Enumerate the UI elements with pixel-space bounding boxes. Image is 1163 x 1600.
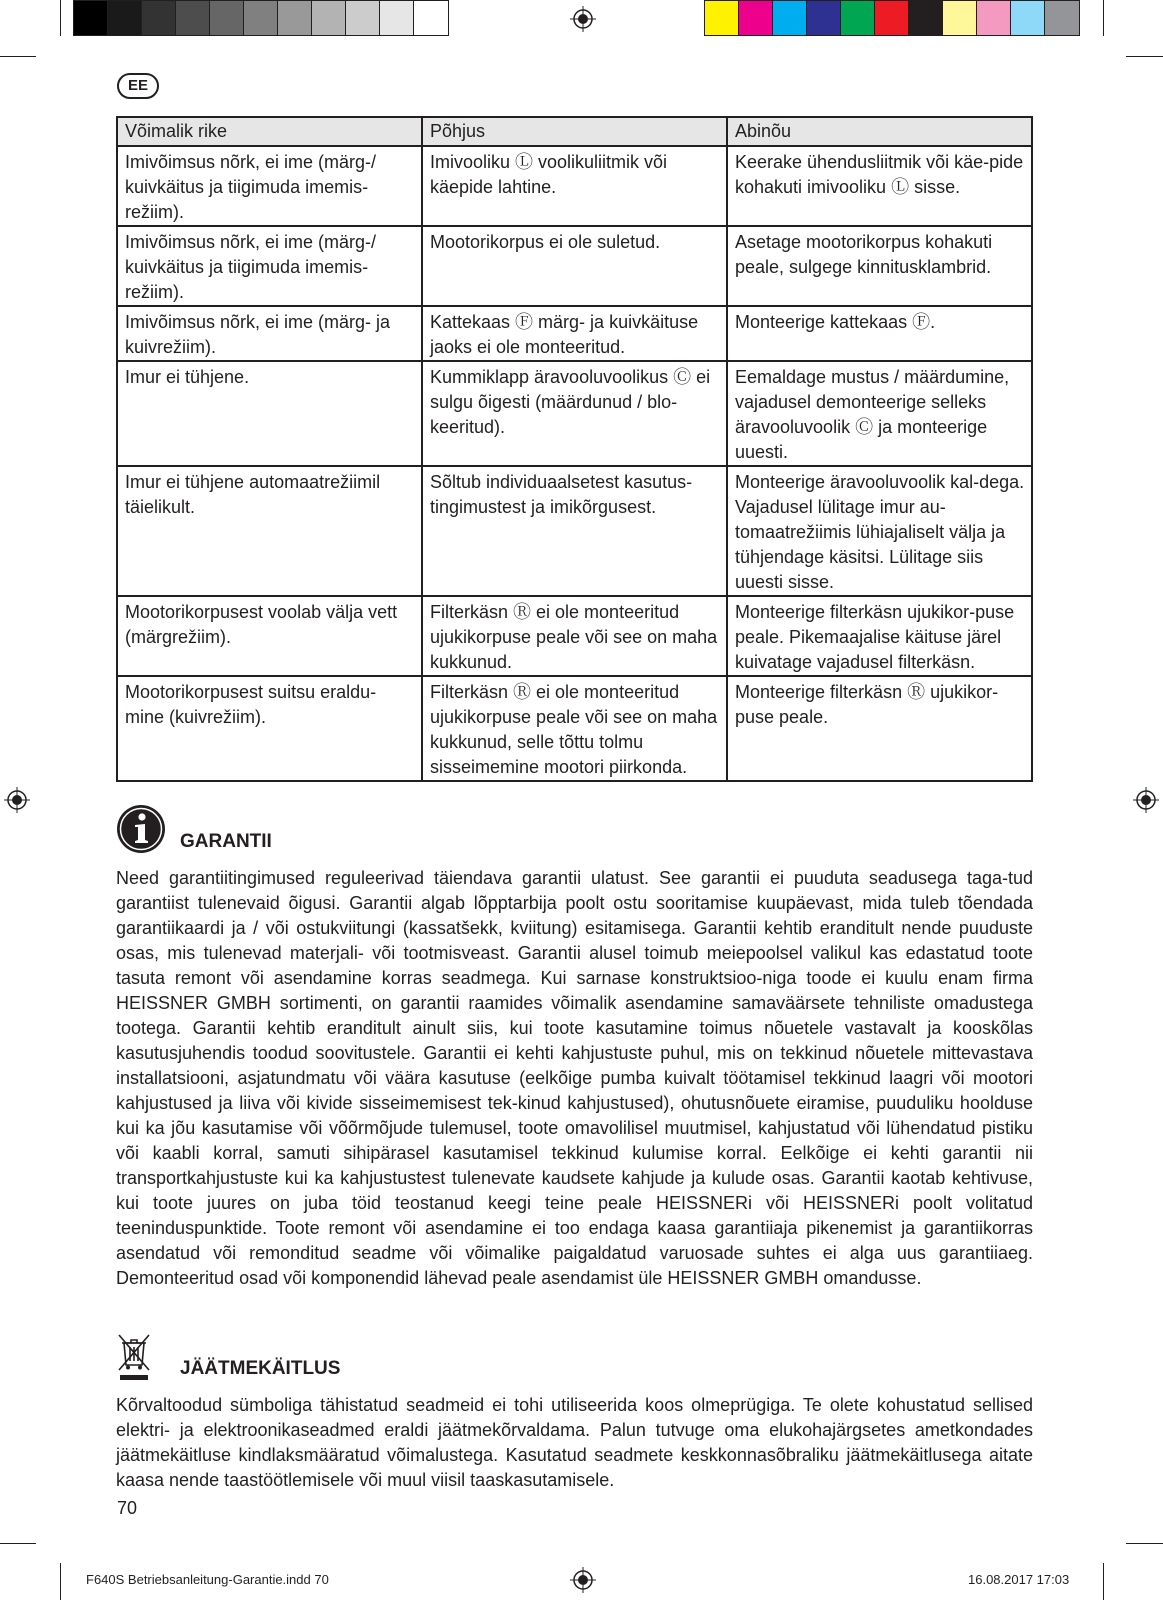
color-swatch: [875, 1, 909, 35]
fault-cell: Imivõimsus nõrk, ei ime (märg- ja kuivrežiim).: [117, 306, 422, 361]
disposal-title: JÄÄTMEKÄITLUS: [180, 1358, 341, 1379]
color-swatch: [739, 1, 773, 35]
color-swatch: [1045, 1, 1079, 35]
remedy-cell: Keerake ühendusliitmik või käe-pide kohakuti imivooliku Ⓛ sisse.: [727, 146, 1032, 226]
color-swatch: [176, 1, 210, 35]
warranty-title: GARANTII: [180, 831, 272, 852]
fault-cell: Mootorikorpusest suitsu eraldu-mine (kuivrežiim).: [117, 676, 422, 781]
color-swatch: [312, 1, 346, 35]
table-row: [117, 466, 1032, 596]
gray-color-bar: [73, 0, 449, 36]
page-number: 70: [117, 1498, 138, 1518]
disposal-text: Kõrvaltoodud sümboliga tähistatud seadmeid ei tohi utiliseerida koos olmeprügiga. Te olete kohustatud sellised elektri- ja elektroonikaseadmed eraldi jäätmekõrvaldama. Palun tutvuge oma elukohajärgsetes ametkondades jäätmekäitluse kindlaksmääratud võimalustega. Kasutatud seadmete keskkonnasõbraliku jäätmekäitlusega aitate kaasa nende taastöötlemisele või muul viisil taaskasutamisele.: [116, 1395, 1033, 1490]
language-badge: EE: [117, 73, 159, 99]
fault-cell: Imur ei tühjene automaatrežiimil täielikult.: [117, 466, 422, 596]
color-swatch: [142, 1, 176, 35]
color-swatch: [841, 1, 875, 35]
header-fault: Võimalik rike: [117, 117, 422, 146]
crop-mark: [1103, 0, 1104, 36]
color-swatch: [210, 1, 244, 35]
table-row: [117, 361, 1032, 466]
remedy-cell: Eemaldage mustus / määrdumine, vajadusel demonteerige selleks äravooluvoolik Ⓒ ja monteerige uuesti.: [727, 361, 1032, 466]
color-swatch: [414, 1, 448, 35]
header-remedy: Abinõu: [727, 117, 1032, 146]
cause-cell: Filterkäsn Ⓡ ei ole monteeritud ujukikorpuse peale või see on maha kukkunud, selle tõttu tolmu sisseimemine mootori piirkonda.: [422, 676, 727, 781]
color-swatch: [108, 1, 142, 35]
crop-mark: [60, 0, 61, 36]
cause-cell: Kattekaas Ⓕ märg- ja kuivkäituse jaoks ei ole monteeritud.: [422, 306, 727, 361]
color-swatch: [278, 1, 312, 35]
footer-datetime: 16.08.2017 17:03: [968, 1572, 1070, 1587]
crop-mark: [60, 1563, 61, 1600]
table-row: [117, 226, 1032, 306]
remedy-cell: Asetage mootorikorpus kohakuti peale, sulgege kinnitusklambrid.: [727, 226, 1032, 306]
process-color-bar: [704, 0, 1080, 36]
cause-cell: Mootorikorpus ei ole suletud.: [422, 226, 727, 306]
crop-mark: [1103, 1563, 1104, 1600]
remedy-cell: Monteerige kattekaas Ⓕ.: [727, 306, 1032, 361]
fault-cell: Mootorikorpusest voolab välja vett (märgrežiim).: [117, 596, 422, 676]
color-swatch: [909, 1, 943, 35]
table-row: [117, 596, 1032, 676]
cause-cell: Imivooliku Ⓛ voolikuliitmik või käepide lahtine.: [422, 146, 727, 226]
table-row: [117, 146, 1032, 226]
color-swatch: [773, 1, 807, 35]
cause-cell: Kummiklapp äravooluvoolikus Ⓒ ei sulgu õigesti (määrdunud / blo-keeritud).: [422, 361, 727, 466]
table-row: [117, 676, 1032, 781]
cause-cell: Filterkäsn Ⓡ ei ole monteeritud ujukikorpuse peale või see on maha kukkunud.: [422, 596, 727, 676]
crop-mark: [1126, 56, 1163, 57]
crop-mark: [0, 56, 36, 57]
remedy-cell: Monteerige filterkäsn Ⓡ ujukikor-puse peale.: [727, 676, 1032, 781]
troubleshooting-table: [116, 116, 1033, 782]
remedy-cell: Monteerige äravooluvoolik kal-dega. Vajadusel lülitage imur au-tomaatrežiimis lühiajaliselt välja ja tühjendage käsitsi. Lülitage siis uuesti sisse.: [727, 466, 1032, 596]
registration-mark-icon: [1133, 787, 1159, 813]
color-swatch: [943, 1, 977, 35]
color-swatch: [346, 1, 380, 35]
fault-cell: Imivõimsus nõrk, ei ime (märg-/ kuivkäitus ja tiigimuda imemis-režiim).: [117, 146, 422, 226]
color-swatch: [977, 1, 1011, 35]
warranty-text: Need garantiitingimused reguleerivad täiendava garantii ulatust. See garantii ei puuduta seadusega taga-tud garantiist tulenevaid õigusi. Garantii algab lõpptarbija poolt ostu sooritamise kuupäevast, mida tuleb tõendada garantiikaardi ja / või ostukviitungi (kassatšekk, kviitung) esitamisega. Garantii kehtib eranditult nende puuduste osas, mis tulenevad materjali- või tootmisveast. Garantii alusel toimub meiepoolsel valikul kas edastatud toote tasuta remont või asendamine korras seadmega. Kui sarnase konstruktsioo-niga toode ei kuulu enam firma HEISSNER GMBH sortimenti, on garantii raamides võimalik asendamine samaväärsete tehniliste omadustega tootega. Garantii kehtib eranditult ainult siis, kui toote kasutamine toimus nõuetele vastavalt ja kooskõlas kasutusjuhendis toodud soovitustele. Garantii ei kehti kahjustuste puhul, mis on tekkinud nõuetele mittevastava installatsiooni, asjatundmatu või väära kasutuse (eelkõige pumba kuivalt töötamisel tekkinud laagri või mootori kahjustused ja liiva või kivide sisseimemisest tek-kinud kahjustused), ohutusnõuete eiramise, puuduliku hoolduse kui ka jõu kasutamise või võõrmõjude tulemusel, toote omavolilisel muutmisel, kahjustatud või lühendatud pistiku või kaabli korral, samuti sihipärasel kasutamisel tekkinud kulumise korral. Eelkõige ei kehti garantii nii transportkahjustuste kui ka kahjustustest tulenevate kaudsete kahjude ja kulude osas. Garantii kaotab kehtivuse, kui toote juures on juba töid teostanud keegi teine peale HEISSNERi või HEISSNERi poolt volitatud teeninduspunktide. Toote remont või asendamine ei too endaga kaasa garantiiaja pikenemist ja garantiikorras asendatud või remonditud seadme või võimalike paigaldatud varuosade suhtes ei alga uus garantiiaeg. Demonteeritud osad või komponendid lähevad peale asendamist üle HEISSNER GMBH omandusse.: [116, 868, 1033, 1288]
registration-mark-icon: [4, 787, 30, 813]
registration-mark-icon: [570, 6, 596, 32]
crossed-bin-icon: [116, 1332, 152, 1382]
registration-mark-icon: [570, 1567, 596, 1593]
table-row: [117, 306, 1032, 361]
color-swatch: [807, 1, 841, 35]
cause-cell: Sõltub individuaalsetest kasutus-tingimustest ja imikõrgusest.: [422, 466, 727, 596]
header-cause: Põhjus: [422, 117, 727, 146]
fault-cell: Imivõimsus nõrk, ei ime (märg-/ kuivkäitus ja tiigimuda imemis-režiim).: [117, 226, 422, 306]
footer-filename: F640S Betriebsanleitung-Garantie.indd 70: [86, 1572, 329, 1587]
color-swatch: [380, 1, 414, 35]
info-icon: [116, 804, 166, 854]
crop-mark: [0, 1543, 36, 1544]
color-swatch: [74, 1, 108, 35]
color-swatch: [244, 1, 278, 35]
table-header-row: [117, 117, 1032, 146]
fault-cell: Imur ei tühjene.: [117, 361, 422, 466]
remedy-cell: Monteerige filterkäsn ujukikor-puse peale. Pikemaajalise käituse järel kuivatage vajadusel filterkäsn.: [727, 596, 1032, 676]
color-swatch: [1011, 1, 1045, 35]
color-swatch: [705, 1, 739, 35]
crop-mark: [1126, 1543, 1163, 1544]
